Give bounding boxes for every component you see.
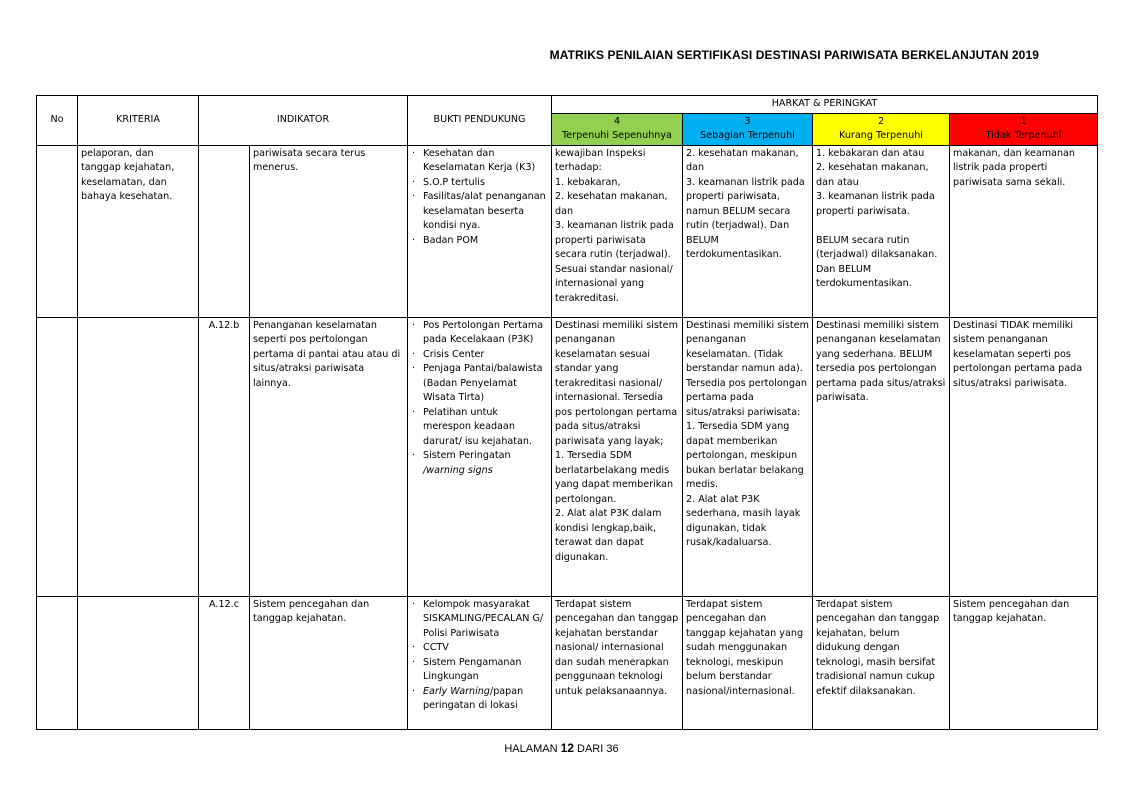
evidence-item: · Sistem Pengamanan Lingkungan: [411, 656, 548, 685]
cell-indicator-code: A.12.b: [199, 317, 250, 596]
cell-bukti-pendukung: [408, 145, 552, 317]
evidence-text: Sistem Peringatan: [423, 450, 511, 461]
level-2-score: 2: [877, 115, 885, 127]
cell-level-3: Destinasi memiliki sistem penanganan keselamatan. (Tidak berstandar namun ada). Tersedia pos pertolongan pertama pada situs/atraksi pariwisata: 1. Tersedia SDM yang dapat memberikan pertolongan, meskipun bukan berlatar belakang medis. 2. Alat alat P3K sederhana, masih layak digunakan, tidak rusak/kadaluarsa.: [683, 317, 813, 596]
level-1-label: Tidak Terpenuhi: [985, 130, 1062, 141]
evidence-list: [411, 319, 548, 479]
evidence-item: [411, 685, 548, 714]
footer-total-pages: 36: [606, 743, 619, 755]
level-4-header: [552, 113, 683, 145]
cell-level-4: Terdapat sistem pencegahan dan tanggap kejahatan berstandar nasional/ internasional dan sudah menerapkan penggunaan teknologi untuk pelaksanaannya.: [552, 596, 683, 729]
cell-level-1: Sistem pencegahan dan tanggap kejahatan.: [950, 596, 1098, 729]
cell-no: [37, 596, 78, 729]
cell-indikator: Penanganan keselamatan seperti pos pertolongan pertama di pantai atau atau di situs/atraksi pariwisata lainnya.: [250, 317, 408, 596]
header-harkat-peringkat: HARKAT & PERINGKAT: [552, 96, 1098, 114]
cell-indicator-code: [199, 145, 250, 317]
level-3-score: 3: [744, 115, 751, 127]
evidence-list: [411, 147, 548, 249]
table-row: [37, 145, 1098, 317]
cell-level-3: 2. kesehatan makanan, dan 3. keamanan listrik pada properti pariwisata, namun BELUM secara rutin (terjadwal). Dan BELUM terdokumentasikan.: [683, 145, 813, 317]
cell-level-4: Destinasi memiliki sistem penanganan keselamatan sesuai standar yang terakreditasi nasional/ internasional. Tersedia pos pertolongan pertama pada situs/atraksi pariwisata yang layak; 1. Tersedia SDM berlatarbelakang medis yang dapat memberikan pertolongan. 2. Alat alat P3K dalam kondisi lengkap,baik, terawat dan dapat digunakan.: [552, 317, 683, 596]
table-row: [37, 317, 1098, 596]
footer-page-number: 12: [560, 741, 574, 755]
cell-level-2: 1. kebakaran dan atau 2. kesehatan makanan, dan atau 3. keamanan listrik pada properti pariwisata. BELUM secara rutin (terjadwal) dilaksanakan. Dan BELUM terdokumentasikan.: [813, 145, 950, 317]
cell-no: [37, 145, 78, 317]
evidence-item: · Pos Pertolongan Pertama pada Kecelakaan (P3K): [411, 319, 548, 348]
evidence-item: · Fasilitas/alat penanganan keselamatan beserta kondisi nya.: [411, 190, 548, 234]
header-indikator: INDIKATOR: [199, 96, 408, 146]
cell-kriteria: [78, 317, 199, 596]
level-1-header: [950, 113, 1098, 145]
cell-bukti-pendukung: [408, 596, 552, 729]
evidence-item: · Penjaga Pantai/balawista (Badan Penyelamat Wisata Tirta): [411, 362, 548, 406]
evidence-text-italic: /warning signs: [423, 464, 493, 476]
assessment-matrix-table: [36, 95, 1098, 730]
document-title: MATRIKS PENILAIAN SERTIFIKASI DESTINASI PARIWISATA BERKELANJUTAN 2019: [549, 48, 1039, 62]
header-row-1: [37, 96, 1098, 114]
cell-no: [37, 317, 78, 596]
cell-indikator: pariwisata secara terus menerus.: [250, 145, 408, 317]
evidence-list: [411, 598, 548, 714]
level-3-label: Sebagian Terpenuhi: [700, 130, 795, 141]
level-1-score: 1: [1020, 115, 1027, 127]
header-bukti-pendukung: BUKTI PENDUKUNG: [408, 96, 552, 146]
evidence-item: · Crisis Center: [411, 348, 548, 363]
level-4-score: 4: [613, 115, 621, 127]
cell-level-2: Terdapat sistem pencegahan dan tanggap kejahatan, belum didukung dengan teknologi, masih bersifat tradisional namun cukup efektif dilaksanakan.: [813, 596, 950, 729]
cell-level-2: Destinasi memiliki sistem penanganan keselamatan yang sederhana. BELUM tersedia pos pertolongan pertama pada situs/atraksi pariwisata.: [813, 317, 950, 596]
evidence-item: [411, 449, 548, 478]
cell-indikator: Sistem pencegahan dan tanggap kejahatan.: [250, 596, 408, 729]
cell-level-3: Terdapat sistem pencegahan dan tanggap kejahatan yang sudah menggunakan teknologi, meskipun belum berstandar nasional/internasional.: [683, 596, 813, 729]
header-kriteria: KRITERIA: [78, 96, 199, 146]
level-2-header: [813, 113, 950, 145]
footer-middle: DARI: [577, 743, 604, 755]
level-2-label: Kurang Terpenuhi: [839, 130, 923, 141]
level-3-header: [683, 113, 813, 145]
cell-indicator-code: A.12.c: [199, 596, 250, 729]
footer-prefix: HALAMAN: [504, 743, 558, 755]
table-row: [37, 596, 1098, 729]
cell-level-1: makanan, dan keamanan listrik pada properti pariwisata sama sekali.: [950, 145, 1098, 317]
cell-level-1: Destinasi TIDAK memiliki sistem penanganan keselamatan seperti pos pertolongan pertama pada situs/atraksi pariwisata.: [950, 317, 1098, 596]
evidence-text: /papan peringatan di lokasi: [423, 685, 524, 711]
evidence-item: · Kelompok masyarakat SISKAMLING/PECALAN G/ Polisi Pariwisata: [411, 598, 548, 642]
level-4-label: Terpenuhi Sepenuhnya: [562, 130, 672, 141]
evidence-item: · Badan POM: [411, 234, 548, 249]
cell-kriteria: [78, 596, 199, 729]
evidence-item: · Kesehatan dan Keselamatan Kerja (K3): [411, 147, 548, 176]
page-footer: [0, 741, 1123, 755]
evidence-item: · Pelatihan untuk merespon keadaan darurat/ isu kejahatan.: [411, 406, 548, 450]
cell-kriteria: pelaporan, dan tanggap kejahatan, keselamatan, dan bahaya kesehatan.: [78, 145, 199, 317]
evidence-item: · CCTV: [411, 641, 548, 656]
evidence-text-italic: Early Warning: [423, 685, 490, 697]
cell-level-4: kewajiban Inspeksi terhadap: 1. kebakaran, 2. kesehatan makanan, dan 3. keamanan listrik pada properti pariwisata secara rutin (terjadwal). Sesuai standar nasional/ internasional yang terakreditasi.: [552, 145, 683, 317]
cell-bukti-pendukung: [408, 317, 552, 596]
evidence-item: · S.O.P tertulis: [411, 176, 548, 191]
header-no: No: [37, 96, 78, 146]
